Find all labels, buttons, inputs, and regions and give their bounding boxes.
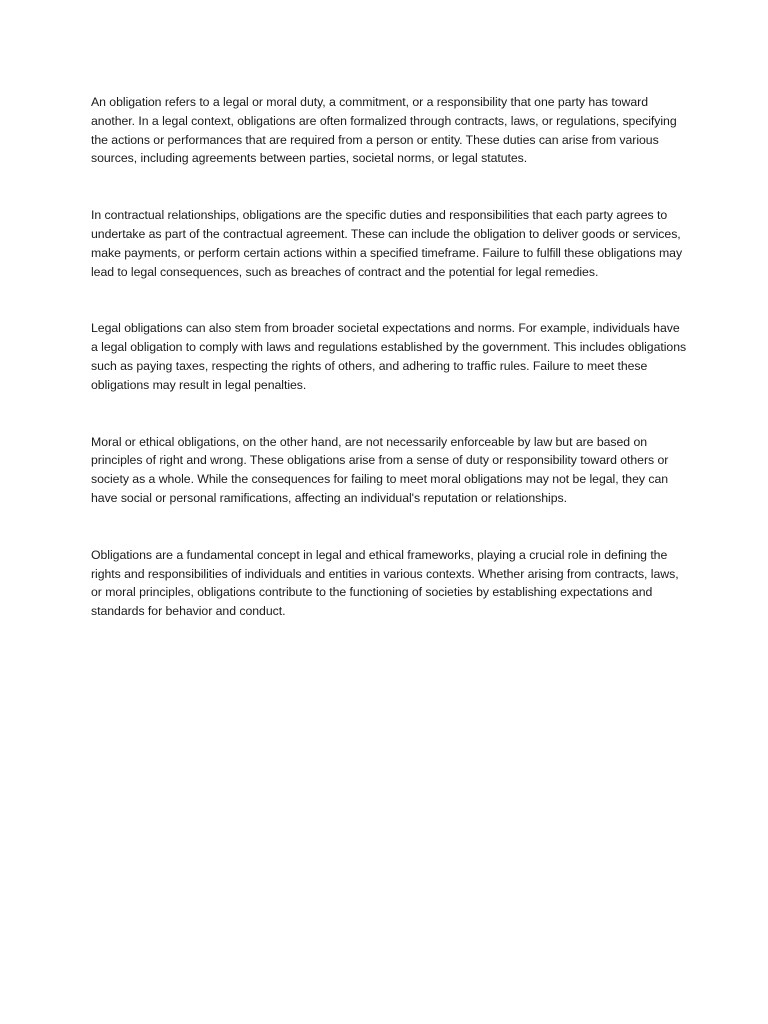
paragraph-conclusion: Obligations are a fundamental concept in legal and ethical frameworks, playing a crucial role in defining the rights and responsibilities of individuals and entities in various contexts. Whether arising from contracts, laws, or moral principles, obligations contribute to the functioning of societies by establishing expectations and standards for behavior and conduct. <box>91 547 679 619</box>
paragraph-contractual: In contractual relationships, obligations are the specific duties and responsibilities that each party agrees to undertake as part of the contractual agreement. These can include the obligation to deliver goods or services, make payments, or perform certain actions within a specified timeframe. Failure to fulfill these obligations may lead to legal consequences, such as breaches of contract and the potential for legal remedies. <box>91 208 683 279</box>
paragraph-legal: Legal obligations can also stem from broader societal expectations and norms. For example, individuals have a legal obligation to comply with laws and regulations established by the government. This includes obligations such as paying taxes, respecting the rights of others, and adhering to traffic rules. Failure to meet these obligations may result in legal penalties. <box>91 321 687 392</box>
paragraph-definition: An obligation refers to a legal or moral duty, a commitment, or a responsibility that one party has toward another. In a legal context, obligations are often formalized through contracts, laws, or regulations, specifying the actions or performances that are required from a person or entity. These duties can arise from various sources, including agreements between parties, societal norms, or legal statutes. <box>91 95 677 166</box>
paragraph-moral: Moral or ethical obligations, on the other hand, are not necessarily enforceable by law but are based on principles of right and wrong. These obligations arise from a sense of duty or responsibility toward others or society as a whole. While the consequences for failing to meet moral obligations may not be legal, they can have social or personal ramifications, affecting an individual's reputation or relationships. <box>91 434 669 505</box>
document-body <box>91 93 687 659</box>
